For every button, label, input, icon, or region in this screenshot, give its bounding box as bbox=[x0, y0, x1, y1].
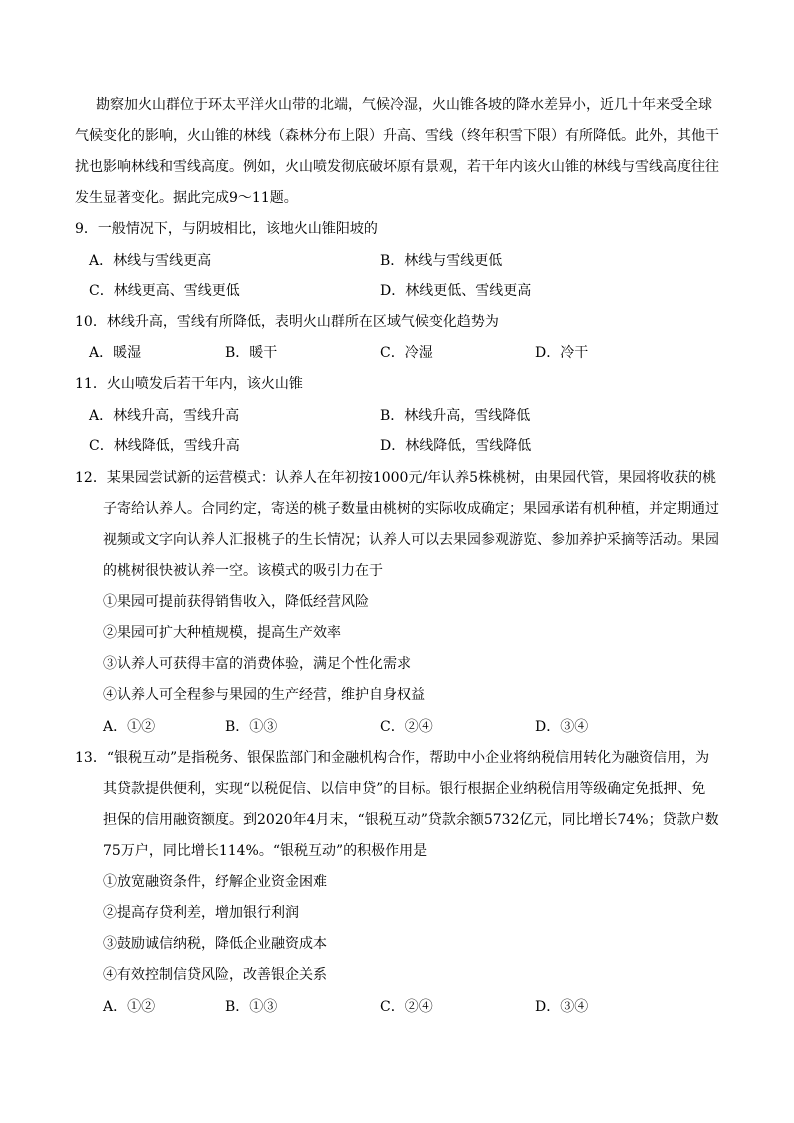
q10-option-a: A．暖湿 bbox=[89, 345, 142, 361]
q9-option-b: B．林线与雪线更低 bbox=[380, 253, 503, 269]
q9-option-d: D．林线更低、雪线更高 bbox=[380, 283, 532, 299]
q13-stem-line-4: 75万户，同比增长114%。“银税互动”的积极作用是 bbox=[103, 843, 428, 859]
q13-statement-2: ②提高存贷利差，增加银行利润 bbox=[103, 905, 299, 921]
q9-stem: 9．一般情况下，与阴坡相比，该地火山锥阳坡的 bbox=[75, 221, 378, 237]
passage-line-2: 气候变化的影响，火山锥的林线（森林分布上限）升高、雪线（终年积雪下限）有所降低。此外，其他干 bbox=[75, 128, 719, 144]
q13-stem-line-3: 担保的信用融资额度。到2020年4月末，“银税互动”贷款余额5732亿元，同比增长74%；贷款户数 bbox=[103, 812, 719, 828]
q12-option-b: B．①③ bbox=[225, 719, 278, 735]
q11-stem: 11．火山喷发后若干年内，该火山锥 bbox=[75, 376, 303, 392]
q12-stem-line-2: 子寄给认养人。合同约定，寄送的桃子数量由桃树的实际收成确定；果园承诺有机种植，并定期通过 bbox=[103, 501, 719, 517]
q12-stem-line-4: 的桃树很快被认养一空。该模式的吸引力在于 bbox=[103, 563, 383, 579]
q13-statement-3: ③鼓励诚信纳税，降低企业融资成本 bbox=[103, 936, 327, 952]
q12-statement-2: ②果园可扩大种植规模，提高生产效率 bbox=[103, 625, 341, 641]
passage-line-3: 扰也影响林线和雪线高度。例如，火山喷发彻底破坏原有景观，若干年内该火山锥的林线与雪线高度往往 bbox=[75, 159, 719, 175]
q11-option-b: B．林线升高，雪线降低 bbox=[380, 408, 531, 424]
q11-option-c: C．林线降低，雪线升高 bbox=[89, 438, 240, 454]
q12-stem-line-1: 12．某果园尝试新的运营模式：认养人在年初按1000元/年认养5株桃树，由果园代管，果园将收获的桃 bbox=[75, 470, 717, 486]
q13-option-c: C．②④ bbox=[380, 999, 433, 1015]
q13-statement-4: ④有效控制信贷风险，改善银企关系 bbox=[103, 967, 327, 983]
q12-option-d: D．③④ bbox=[535, 719, 589, 735]
q13-stem-line-1: 13．“银税互动”是指税务、银保监部门和金融机构合作，帮助中小企业将纳税信用转化为融资信用，为 bbox=[75, 750, 710, 766]
q12-statement-1: ①果园可提前获得销售收入，降低经营风险 bbox=[103, 594, 369, 610]
q13-option-a: A．①② bbox=[103, 999, 156, 1015]
q13-stem-line-2: 其贷款提供便利，实现“以税促信、以信申贷”的目标。银行根据企业纳税信用等级确定免抵押、免 bbox=[103, 781, 706, 797]
passage-line-1: 勘察加火山群位于环太平洋火山带的北端，气候冷湿，火山锥各坡的降水差异小，近几十年来受全球 bbox=[96, 97, 712, 113]
q12-stem-line-3: 视频或文字向认养人汇报桃子的生长情况；认养人可以去果园参观游览、参加养护采摘等活动。果园 bbox=[103, 532, 719, 548]
q9-option-a: A．林线与雪线更高 bbox=[89, 253, 212, 269]
q10-option-c: C．冷湿 bbox=[380, 345, 433, 361]
q12-statement-4: ④认养人可全程参与果园的生产经营，维护自身权益 bbox=[103, 687, 425, 703]
q12-option-a: A．①② bbox=[103, 719, 156, 735]
q12-statement-3: ③认养人可获得丰富的消费体验，满足个性化需求 bbox=[103, 656, 411, 672]
q13-statement-1: ①放宽融资条件，纾解企业资金困难 bbox=[103, 874, 327, 890]
q13-option-d: D．③④ bbox=[535, 999, 589, 1015]
q9-option-c: C．林线更高、雪线更低 bbox=[89, 283, 240, 299]
q10-stem: 10．林线升高，雪线有所降低，表明火山群所在区域气候变化趋势为 bbox=[75, 314, 499, 330]
q12-option-c: C．②④ bbox=[380, 719, 433, 735]
q10-option-d: D．冷干 bbox=[535, 345, 589, 361]
q11-option-a: A．林线升高，雪线升高 bbox=[89, 408, 240, 424]
q13-option-b: B．①③ bbox=[225, 999, 278, 1015]
q11-option-d: D．林线降低，雪线降低 bbox=[380, 438, 532, 454]
q10-option-b: B．暖干 bbox=[225, 345, 278, 361]
passage-line-4: 发生显著变化。据此完成9～11题。 bbox=[75, 190, 298, 206]
